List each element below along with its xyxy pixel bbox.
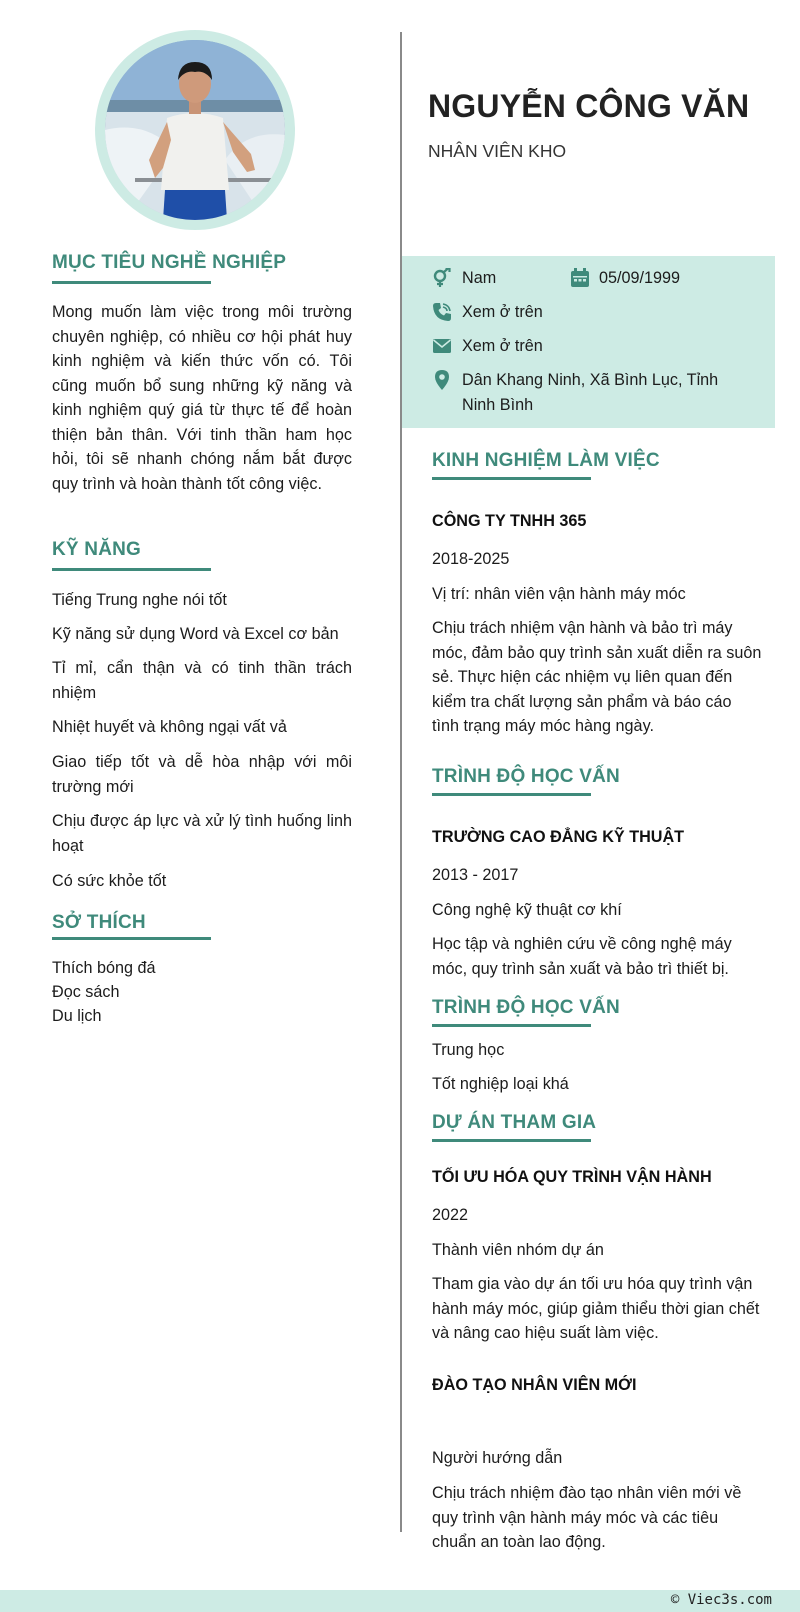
project-role: Người hướng dẫn (432, 1449, 563, 1467)
education-underline (432, 793, 591, 796)
project-description: Chịu trách nhiệm đào tạo nhân viên mới về quy trình vận hành máy móc và các tiêu chuẩn an toàn lao động. (432, 1484, 742, 1551)
hobby-item: Thích bóng đá (52, 959, 156, 977)
skill-item: Chịu được áp lực và xử lý tình huống linh hoạt (52, 812, 352, 855)
objective-text: Mong muốn làm việc trong môi trường chuyên nghiệp, có nhiều cơ hội phát huy kinh nghiệm và kiến thức vốn có. Tôi cũng muốn bổ sung những kỹ năng và kinh nghiệm quý giá từ thực tế để hoàn thiện bản thân. Với tinh thần ham học hỏi, tôi sẽ nhanh chóng nắm bắt được quy trình và hoàn thành tốt công việc. (52, 303, 352, 493)
phone-icon (432, 302, 452, 322)
birthdate-value: 05/09/1999 (599, 269, 681, 287)
experience-description: Chịu trách nhiệm vận hành và bảo trì máy móc, đảm bảo quy trình sản xuất diễn ra suôn sẻ. Thực hiện các nhiệm vụ liên quan đến kiểm tra chất lượng sản phẩm và báo cáo tình trạng máy móc hàng ngày. (432, 619, 762, 735)
hobbies-underline (52, 937, 211, 940)
skill-item: Tỉ mỉ, cẩn thận và có tinh thần trách nhiệm (52, 659, 352, 702)
project-role: Thành viên nhóm dự án (432, 1241, 604, 1259)
location-icon (432, 370, 452, 390)
education2-title: TRÌNH ĐỘ HỌC VẤN (432, 997, 620, 1018)
project-description: Tham gia vào dự án tối ưu hóa quy trình vận hành máy móc, giúp giảm thiểu thời gian chết và nâng cao hiệu suất làm việc. (432, 1275, 760, 1342)
experience-underline (432, 477, 591, 480)
hobbies-title: SỞ THÍCH (52, 912, 146, 933)
school-name: TRƯỜNG CAO ĐẲNG KỸ THUẬT (432, 828, 685, 846)
education-title: TRÌNH ĐỘ HỌC VẤN (432, 766, 620, 787)
education-description: Học tập và nghiên cứu về công nghệ máy móc, quy trình sản xuất và bảo trì thiết bị. (432, 935, 732, 978)
profile-photo (105, 40, 285, 220)
project-name: ĐÀO TẠO NHÂN VIÊN MỚI (432, 1376, 637, 1394)
education-result: Tốt nghiệp loại khá (432, 1075, 569, 1093)
company-name: CÔNG TY TNHH 365 (432, 512, 587, 530)
calendar-icon (570, 268, 590, 288)
phone-value: Xem ở trên (462, 303, 543, 321)
education-major: Công nghệ kỹ thuật cơ khí (432, 901, 622, 919)
gender-value: Nam (462, 269, 497, 287)
address-value: Dân Khang Ninh, Xã Bình Lục, Tỉnh Ninh Bình (462, 371, 719, 414)
candidate-name: NGUYỄN CÔNG VĂN (428, 88, 750, 124)
hobby-item: Đọc sách (52, 983, 120, 1001)
skill-item: Kỹ năng sử dụng Word và Excel cơ bản (52, 625, 339, 643)
skills-title: KỸ NĂNG (52, 539, 142, 560)
projects-underline (432, 1139, 591, 1142)
skill-item: Nhiệt huyết và không ngại vất vả (52, 718, 287, 736)
skill-item: Có sức khỏe tốt (52, 872, 167, 890)
skills-underline (52, 568, 211, 571)
objective-title: MỤC TIÊU NGHỀ NGHIỆP (52, 252, 287, 273)
experience-period: 2018-2025 (432, 550, 510, 568)
skill-item: Giao tiếp tốt và dễ hòa nhập với môi trường mới (52, 753, 352, 796)
project-name: TỐI ƯU HÓA QUY TRÌNH VẬN HÀNH (432, 1168, 712, 1186)
project-year: 2022 (432, 1206, 469, 1224)
education-period: 2013 - 2017 (432, 866, 519, 884)
avatar (95, 30, 295, 230)
education2-underline (432, 1024, 591, 1027)
email-icon (432, 336, 452, 356)
projects-title: DỰ ÁN THAM GIA (432, 1112, 597, 1133)
email-value: Xem ở trên (462, 337, 543, 355)
objective-underline (52, 281, 211, 284)
job-title: NHÂN VIÊN KHO (428, 141, 567, 161)
education-level: Trung học (432, 1041, 505, 1059)
hobby-item: Du lịch (52, 1007, 102, 1025)
gender-icon (432, 268, 452, 288)
footer-credit[interactable]: © Viec3s.com (670, 1592, 772, 1608)
footer-bar (0, 1590, 800, 1612)
experience-position: Vị trí: nhân viên vận hành máy móc (432, 585, 686, 603)
skill-item: Tiếng Trung nghe nói tốt (52, 591, 227, 609)
experience-title: KINH NGHIỆM LÀM VIỆC (432, 450, 660, 471)
